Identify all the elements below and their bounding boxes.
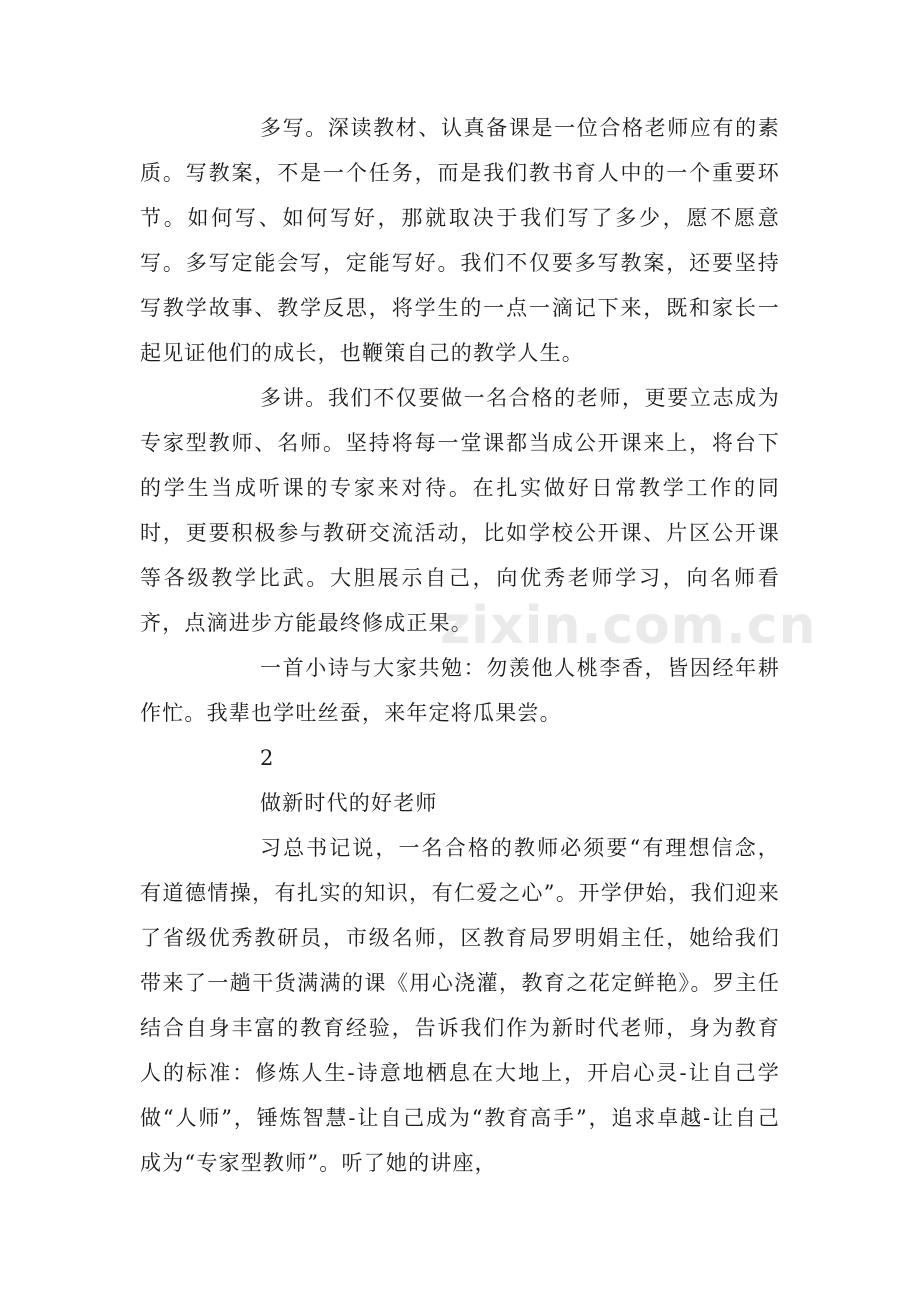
paragraph-xi-speech: 习总书记说，一名合格的教师必须要“有理想信念，有道德情操，有扎实的知识，有仁爱之心”。开学伊始，我们迎来了省级优秀教研员，市级名师，区教育局罗明娟主任，她给我们带来了一趟干货满满的课《用心浇灌，教育之花定鲜艳》。罗主任结合自身丰富的教育经验，告诉我们作为新时代老师，身为教育人的标准：修炼人生-诗意地栖息在大地上，开启心灵-让自己学做“人师”，锤炼智慧-让自己成为“教育高手”，追求卓越-让自己成为“专家型教师”。听了她的讲座， xyxy=(140,836,780,1175)
section-title: 做新时代的好老师 xyxy=(260,791,438,815)
paragraph-duojiang: 多讲。我们不仅要做一名合格的老师，更要立志成为专家型教师、名师。坚持将每一堂课都当成公开课来上，将台下的学生当成听课的专家来对待。在扎实做好日常教学工作的同时，更要积极参与教研交流活动，比如学校公开课、片区公开课等各级教学比武。大胆展示自己，向优秀老师学习，向名师看齐，点滴进步方能最终修成正果。 xyxy=(140,386,780,635)
document-body xyxy=(140,106,780,1186)
paragraph-poem: 一首小诗与大家共勉：勿羡他人桃李香，皆因经年耕作忙。我辈也学吐丝蚕，来年定将瓜果尝。 xyxy=(140,656,780,725)
section-number: 2 xyxy=(260,746,275,770)
watermark: zixin.com.cn xyxy=(440,596,817,656)
paragraph-duoxie: 多写。深读教材、认真备课是一位合格老师应有的素质。写教案，不是一个任务，而是我们教书育人中的一个重要环节。如何写、如何写好，那就取决于我们写了多少，愿不愿意写。多写定能会写，定能写好。我们不仅要多写教案，还要坚持写教学故事、教学反思，将学生的一点一滴记下来，既和家长一起见证他们的成长，也鞭策自己的教学人生。 xyxy=(140,116,780,365)
